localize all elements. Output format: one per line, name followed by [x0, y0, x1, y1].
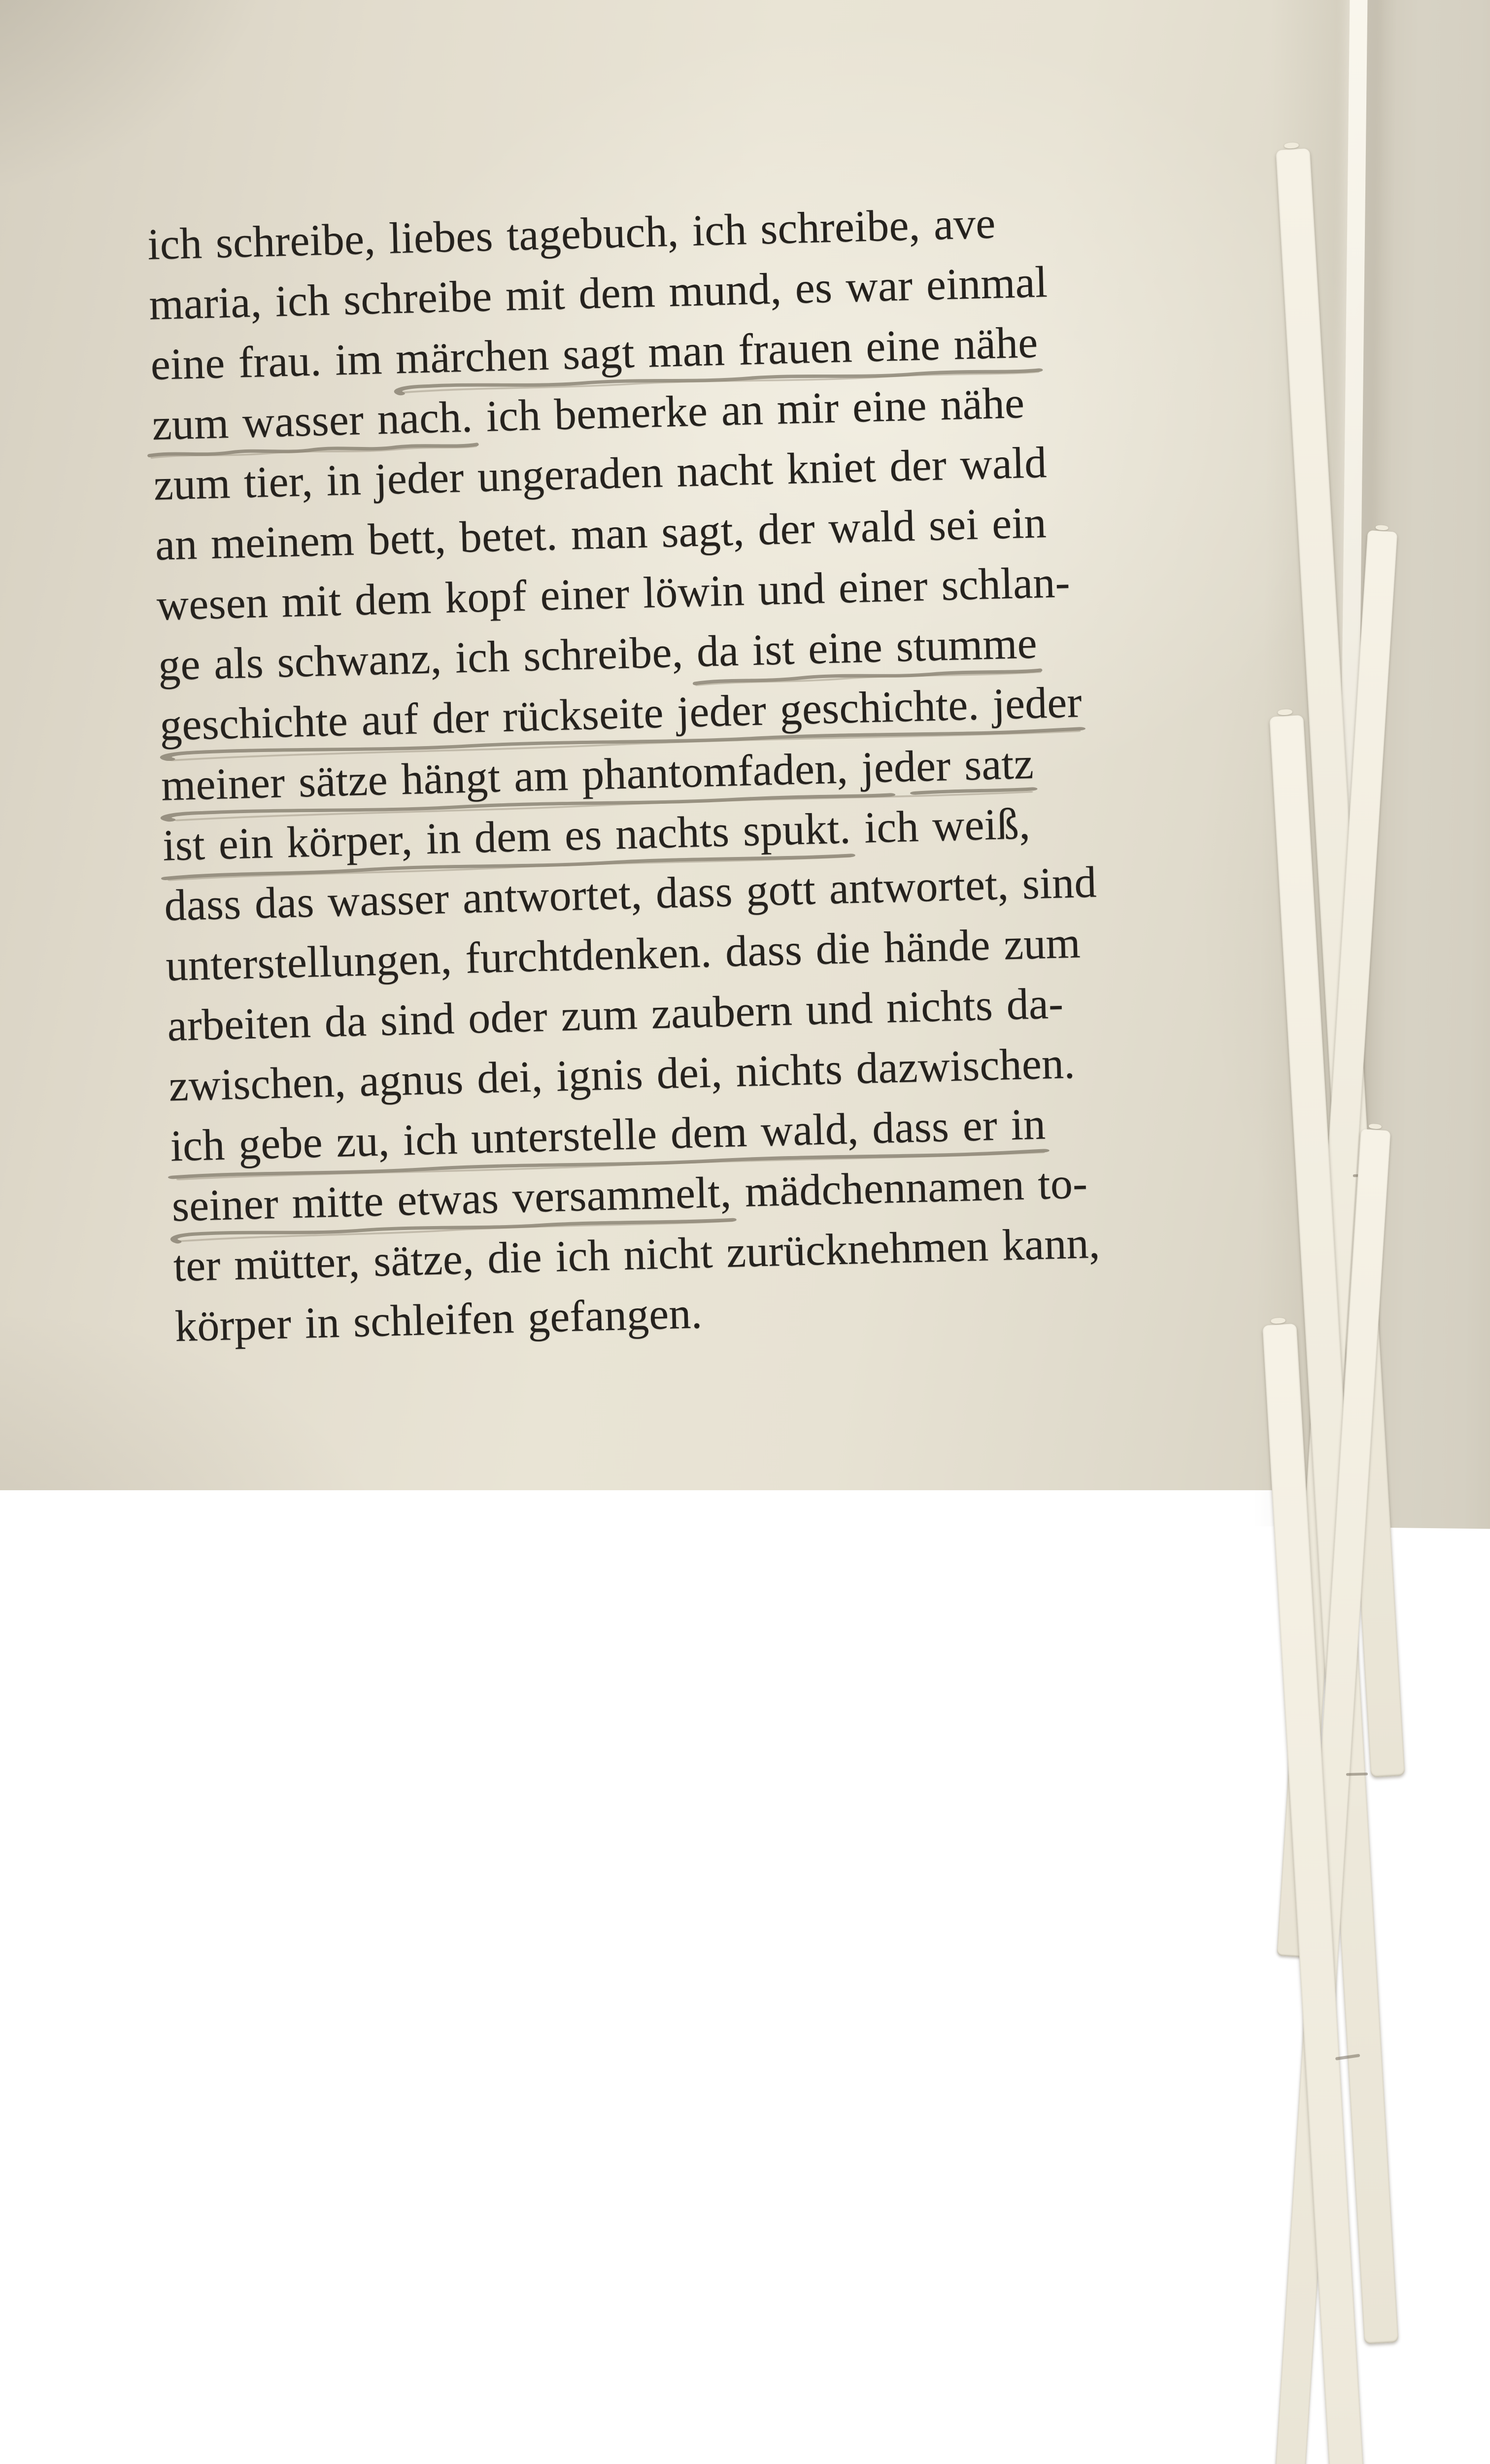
poem-text: ich gebe zu, ich unterstelle dem wald, dass er in	[169, 1099, 1047, 1171]
poem-text: an meinem bett, betet. man sagt, der wald sei ein	[154, 498, 1047, 570]
poem-text: ist ein körper, in dem es nachts spukt.	[162, 804, 851, 870]
poem-text: zwischen, agnus dei, ignis dei, nichts dazwischen.	[168, 1038, 1076, 1111]
poem-text: geschichte auf der rückseite jeder geschichte. jeder	[159, 678, 1083, 750]
poem-text: wesen mit dem kopf einer löwin und einer schlan-	[156, 557, 1071, 630]
poem-text: ich schreibe, liebes tagebuch, ich schreibe, ave	[147, 199, 996, 269]
poem-text: arbeiten da sind oder zum zaubern und nichts da-	[167, 979, 1064, 1051]
poem-text: meiner sätze hängt am phantomfaden, jeder satz	[161, 739, 1034, 810]
poem-text: mädchennamen to-	[730, 1159, 1088, 1217]
poem-text: ich weiß,	[850, 799, 1031, 853]
poem-segment	[174, 1283, 703, 1357]
poem-text: zum tier, in jeder ungeraden nacht kniet der wald	[153, 438, 1048, 510]
underlined-phrase	[696, 614, 1038, 682]
binding-gutter	[1253, 0, 1490, 1529]
underlined-phrase	[151, 387, 473, 455]
poem-text: ich bemerke an mir eine nähe	[472, 378, 1025, 442]
poem-text: märchen sagt man frauen eine nähe	[395, 318, 1039, 383]
poem-segment	[150, 329, 397, 395]
poem-text: ter mütter, sätze, die ich nicht zurücknehmen kann,	[172, 1218, 1101, 1291]
poem-segment	[850, 794, 1031, 858]
poem-segment	[731, 1153, 1088, 1222]
poem-text: maria, ich schreibe mit dem mund, es war einmal	[148, 257, 1049, 329]
poem-text: da ist eine stumme	[696, 618, 1038, 677]
poem-text: seiner mitte etwas versammelt,	[171, 1167, 732, 1231]
poem-text: eine frau. im	[150, 334, 397, 389]
poem-text: körper in schleifen gefangen.	[174, 1289, 703, 1351]
poem-text: ge als schwanz, ich schreibe,	[157, 627, 698, 690]
poem-text: dass das wasser antwortet, dass gott antwortet, sind	[164, 857, 1097, 930]
poem-text: zum wasser nach.	[151, 392, 474, 449]
poem-text: unterstellungen, furchtdenken. dass die hände zum	[165, 918, 1081, 991]
poem-text-block	[147, 191, 1108, 1357]
